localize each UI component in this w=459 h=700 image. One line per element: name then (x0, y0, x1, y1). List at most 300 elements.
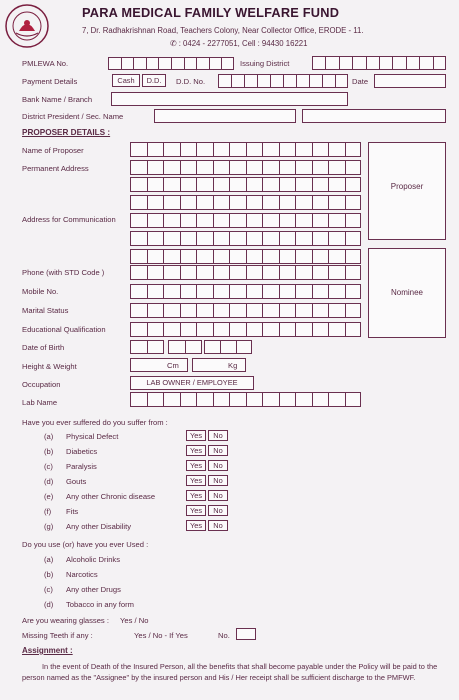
cell[interactable] (279, 265, 296, 280)
cell[interactable] (295, 392, 312, 407)
cell[interactable] (328, 249, 345, 264)
cell[interactable] (309, 74, 322, 88)
cell[interactable] (339, 56, 352, 70)
nominee-photo-label: Nominee (390, 288, 423, 297)
cell[interactable] (209, 57, 222, 70)
cell[interactable] (163, 177, 180, 192)
cell[interactable] (130, 160, 147, 175)
cell[interactable] (180, 195, 197, 210)
teeth-no-field[interactable] (236, 628, 256, 640)
glasses-label: Are you wearing glasses : (22, 616, 109, 625)
cell[interactable] (180, 322, 197, 337)
suffered-item-label: Any other Disability (66, 522, 131, 531)
suffered-item-label: Physical Defect (66, 432, 119, 441)
cell[interactable] (196, 160, 213, 175)
suffered-item-label: Diabetics (66, 447, 98, 456)
cell[interactable] (295, 177, 312, 192)
cell[interactable] (345, 322, 362, 337)
cell[interactable] (328, 265, 345, 280)
yes-no-group (186, 520, 230, 531)
cell[interactable] (312, 213, 329, 228)
kg-label: Kg (228, 361, 238, 370)
grid-row[interactable] (130, 160, 361, 175)
cell[interactable] (180, 392, 197, 407)
proposer-heading: PROPOSER DETAILS : (22, 128, 111, 137)
cell[interactable] (246, 142, 263, 157)
cell[interactable] (312, 284, 329, 299)
cell[interactable] (147, 160, 164, 175)
cell[interactable] (345, 213, 362, 228)
cell[interactable] (246, 231, 263, 246)
cell[interactable] (163, 160, 180, 175)
mobile-label: Mobile No. (22, 287, 59, 296)
cell[interactable] (279, 392, 296, 407)
cell[interactable] (147, 142, 164, 157)
cell[interactable] (244, 74, 257, 88)
cell[interactable] (229, 142, 246, 157)
cell[interactable] (328, 303, 345, 318)
cell[interactable] (345, 231, 362, 246)
phone-label: Phone (with STD Code ) (22, 268, 105, 277)
cell[interactable] (196, 142, 213, 157)
education-label: Educational Qualification (22, 325, 106, 334)
yes-option[interactable]: Yes (186, 475, 206, 486)
cell[interactable] (130, 392, 147, 407)
cell[interactable] (279, 160, 296, 175)
height-field[interactable] (130, 358, 188, 372)
cell[interactable] (366, 56, 379, 70)
cell[interactable] (130, 340, 147, 354)
cell[interactable] (312, 392, 329, 407)
used-letter: (b) (44, 570, 54, 579)
header-phone: ✆ : 0424 - 2277051, Cell : 94430 16221 (170, 39, 308, 48)
assignment-text: In the event of Death of the Insured Person, all the benefits that shall become payable under the Policy will be paid to the person named as the "Assignee" by the insured person and His / Her receipt shall be sufficient discharge to the PMFWF. (22, 662, 438, 682)
cell[interactable] (392, 56, 405, 70)
cell[interactable] (295, 265, 312, 280)
dob-label: Date of Birth (22, 343, 65, 352)
cell[interactable] (163, 322, 180, 337)
cell[interactable] (213, 160, 230, 175)
cell[interactable] (213, 265, 230, 280)
yes-option[interactable]: Yes (186, 430, 206, 441)
cell[interactable] (328, 213, 345, 228)
cell[interactable] (180, 142, 197, 157)
cell[interactable] (246, 160, 263, 175)
cell[interactable] (213, 249, 230, 264)
cell[interactable] (180, 213, 197, 228)
cell[interactable] (229, 392, 246, 407)
glasses-value[interactable]: Yes / No (120, 616, 149, 625)
cell[interactable] (328, 322, 345, 337)
cell[interactable] (246, 249, 263, 264)
cell[interactable] (279, 284, 296, 299)
cell[interactable] (345, 160, 362, 175)
proposer-photo-box[interactable] (368, 142, 446, 240)
cell[interactable] (130, 177, 147, 192)
cell[interactable] (220, 340, 236, 354)
cell[interactable] (196, 322, 213, 337)
cell[interactable] (130, 142, 147, 157)
cell[interactable] (213, 303, 230, 318)
proposer-photo-label: Proposer (390, 182, 424, 191)
pmlewa-cells[interactable] (108, 57, 234, 70)
cell[interactable] (279, 213, 296, 228)
cell[interactable] (270, 74, 283, 88)
cell[interactable] (279, 249, 296, 264)
cell[interactable] (168, 340, 185, 354)
cell[interactable] (147, 392, 164, 407)
used-letter: (a) (44, 555, 54, 564)
cell[interactable] (196, 177, 213, 192)
cell[interactable] (246, 195, 263, 210)
cell[interactable] (130, 322, 147, 337)
cell[interactable] (213, 142, 230, 157)
cell[interactable] (295, 195, 312, 210)
cell[interactable] (345, 284, 362, 299)
no-option[interactable]: No (208, 430, 228, 441)
cell[interactable] (335, 74, 348, 88)
page-title: PARA MEDICAL FAMILY WELFARE FUND (82, 5, 340, 20)
no-option[interactable]: No (208, 490, 228, 501)
cell[interactable] (130, 284, 147, 299)
cell[interactable] (262, 142, 279, 157)
cell[interactable] (312, 195, 329, 210)
cell[interactable] (163, 392, 180, 407)
cell[interactable] (312, 265, 329, 280)
suffered-letter: (a) (44, 432, 54, 441)
used-item-label: Tobacco in any form (66, 600, 134, 609)
cell[interactable] (257, 74, 270, 88)
marital-label: Marital Status (22, 306, 69, 315)
cell[interactable] (147, 213, 164, 228)
cell[interactable] (262, 265, 279, 280)
cell[interactable] (345, 142, 362, 157)
dob-year-cells[interactable] (204, 340, 252, 354)
cell[interactable] (196, 392, 213, 407)
cell[interactable] (218, 74, 231, 88)
cell[interactable] (213, 284, 230, 299)
issuing-district-label: Issuing District (240, 59, 290, 68)
cell[interactable] (345, 392, 362, 407)
cell[interactable] (328, 392, 345, 407)
no-option[interactable]: No (208, 445, 228, 456)
cell[interactable] (213, 392, 230, 407)
cell[interactable] (180, 231, 197, 246)
cell[interactable] (213, 322, 230, 337)
cell[interactable] (221, 57, 234, 70)
cell[interactable] (185, 340, 202, 354)
cash-checkbox[interactable]: Cash (112, 74, 140, 87)
date-field[interactable] (374, 74, 446, 88)
cell[interactable] (328, 284, 345, 299)
grid-row[interactable] (130, 177, 361, 192)
cell[interactable] (204, 340, 220, 354)
suffered-item-label: Any other Chronic disease (66, 492, 156, 501)
cell[interactable] (312, 177, 329, 192)
cell[interactable] (147, 249, 164, 264)
issuing-district-cells[interactable] (312, 56, 446, 70)
cell[interactable] (345, 265, 362, 280)
yes-option[interactable]: Yes (186, 520, 206, 531)
cell[interactable] (147, 231, 164, 246)
cell[interactable] (246, 322, 263, 337)
suffered-item-label: Gouts (66, 477, 87, 486)
cell[interactable] (130, 265, 147, 280)
cell[interactable] (279, 231, 296, 246)
cell[interactable] (345, 195, 362, 210)
cell[interactable] (312, 322, 329, 337)
cell[interactable] (325, 56, 338, 70)
cell[interactable] (130, 303, 147, 318)
grid-row[interactable] (130, 284, 361, 299)
cell[interactable] (262, 231, 279, 246)
cell[interactable] (231, 74, 244, 88)
cell[interactable] (328, 195, 345, 210)
cell[interactable] (262, 160, 279, 175)
cell[interactable] (262, 213, 279, 228)
cell[interactable] (229, 303, 246, 318)
cell[interactable] (295, 160, 312, 175)
date-label: Date (352, 77, 369, 86)
cell[interactable] (328, 160, 345, 175)
cell[interactable] (213, 177, 230, 192)
cell[interactable] (147, 340, 164, 354)
cell[interactable] (236, 340, 252, 354)
used-question: Do you use (or) have you ever Used : (22, 540, 149, 549)
yes-no-group (186, 475, 230, 486)
occupation-option[interactable]: LAB OWNER / EMPLOYEE (130, 376, 254, 390)
dd-checkbox[interactable]: D.D. (142, 74, 166, 87)
grid-row[interactable] (130, 195, 361, 210)
grid-row[interactable] (130, 322, 361, 337)
no-option[interactable]: No (208, 520, 228, 531)
cell[interactable] (295, 213, 312, 228)
occupation-label: Occupation (22, 380, 61, 389)
cell[interactable] (433, 56, 446, 70)
cell[interactable] (163, 284, 180, 299)
cell[interactable] (147, 322, 164, 337)
assignment-heading: Assignment : (22, 646, 73, 655)
cell[interactable] (163, 303, 180, 318)
height-weight-label: Height & Weight (22, 362, 77, 371)
cell[interactable] (213, 195, 230, 210)
cell[interactable] (246, 392, 263, 407)
cell[interactable] (130, 249, 147, 264)
suffered-letter: (b) (44, 447, 54, 456)
used-item-label: Any other Drugs (66, 585, 121, 594)
cell[interactable] (196, 231, 213, 246)
cell[interactable] (279, 142, 296, 157)
cell[interactable] (246, 284, 263, 299)
teeth-value[interactable]: Yes / No - If Yes (134, 631, 188, 640)
cell[interactable] (279, 322, 296, 337)
cell[interactable] (130, 195, 147, 210)
cell[interactable] (229, 177, 246, 192)
cell[interactable] (419, 56, 432, 70)
cell[interactable] (296, 74, 309, 88)
cell[interactable] (229, 249, 246, 264)
used-letter: (c) (44, 585, 53, 594)
cell[interactable] (147, 195, 164, 210)
lab-name-label: Lab Name (22, 398, 58, 407)
cell[interactable] (229, 265, 246, 280)
cell[interactable] (180, 284, 197, 299)
cell[interactable] (180, 303, 197, 318)
yes-option[interactable]: Yes (186, 445, 206, 456)
cell[interactable] (196, 265, 213, 280)
yes-no-group (186, 505, 230, 516)
cell[interactable] (213, 231, 230, 246)
cell[interactable] (295, 142, 312, 157)
cell[interactable] (196, 303, 213, 318)
cell[interactable] (328, 142, 345, 157)
cell[interactable] (163, 142, 180, 157)
district-secretary-field[interactable] (302, 109, 446, 123)
suffered-letter: (g) (44, 522, 54, 531)
cell[interactable] (229, 195, 246, 210)
cell[interactable] (147, 265, 164, 280)
grid-row[interactable] (130, 303, 361, 318)
cell[interactable] (262, 392, 279, 407)
cell[interactable] (163, 195, 180, 210)
cell[interactable] (196, 249, 213, 264)
cell[interactable] (163, 213, 180, 228)
dob-month-cells[interactable] (168, 340, 202, 354)
cell[interactable] (295, 231, 312, 246)
cell[interactable] (229, 284, 246, 299)
cell[interactable] (121, 57, 134, 70)
cell[interactable] (171, 57, 184, 70)
cell[interactable] (312, 160, 329, 175)
cell[interactable] (295, 303, 312, 318)
bank-name-label: Bank Name / Branch (22, 95, 93, 104)
cell[interactable] (180, 177, 197, 192)
cell[interactable] (379, 56, 392, 70)
used-letter: (d) (44, 600, 54, 609)
cell[interactable] (163, 249, 180, 264)
cell[interactable] (213, 213, 230, 228)
cell[interactable] (295, 249, 312, 264)
cell[interactable] (196, 57, 209, 70)
cell[interactable] (295, 322, 312, 337)
no-option[interactable]: No (208, 505, 228, 516)
yes-no-group (186, 490, 230, 501)
cell[interactable] (345, 177, 362, 192)
cell[interactable] (196, 284, 213, 299)
cell[interactable] (279, 195, 296, 210)
bank-name-field[interactable] (111, 92, 348, 106)
cell[interactable] (108, 57, 121, 70)
grid-row[interactable] (130, 265, 361, 280)
grid-row[interactable] (130, 249, 361, 264)
grid-row[interactable] (130, 213, 361, 228)
grid-row[interactable] (130, 142, 361, 157)
cell[interactable] (147, 177, 164, 192)
grid-row[interactable] (130, 231, 361, 246)
cell[interactable] (229, 231, 246, 246)
cell[interactable] (262, 303, 279, 318)
cell[interactable] (312, 56, 325, 70)
no-option[interactable]: No (208, 460, 228, 471)
yes-option[interactable]: Yes (186, 505, 206, 516)
cell[interactable] (262, 284, 279, 299)
cell[interactable] (133, 57, 146, 70)
cell[interactable] (130, 213, 147, 228)
cell[interactable] (196, 213, 213, 228)
cell[interactable] (262, 195, 279, 210)
cell[interactable] (229, 322, 246, 337)
cell[interactable] (262, 322, 279, 337)
cell[interactable] (328, 177, 345, 192)
cell[interactable] (262, 249, 279, 264)
cell[interactable] (229, 160, 246, 175)
cell[interactable] (246, 213, 263, 228)
cell[interactable] (229, 213, 246, 228)
suffered-letter: (e) (44, 492, 54, 501)
cell[interactable] (406, 56, 419, 70)
cell[interactable] (312, 231, 329, 246)
weight-field[interactable] (192, 358, 246, 372)
cell[interactable] (345, 249, 362, 264)
cell[interactable] (312, 142, 329, 157)
cell[interactable] (180, 265, 197, 280)
cell[interactable] (279, 303, 296, 318)
cell[interactable] (328, 231, 345, 246)
used-item-label: Alcoholic Drinks (66, 555, 121, 564)
cell[interactable] (163, 265, 180, 280)
cell[interactable] (180, 249, 197, 264)
cell[interactable] (196, 195, 213, 210)
cell[interactable] (352, 56, 365, 70)
yes-no-group (186, 430, 230, 441)
cell[interactable] (158, 57, 171, 70)
cell[interactable] (163, 231, 180, 246)
cell[interactable] (295, 284, 312, 299)
yes-option[interactable]: Yes (186, 490, 206, 501)
cell[interactable] (283, 74, 296, 88)
cell[interactable] (147, 303, 164, 318)
district-president-field[interactable] (154, 109, 296, 123)
no-option[interactable]: No (208, 475, 228, 486)
cell[interactable] (246, 303, 263, 318)
grid-row[interactable] (130, 392, 361, 407)
cell[interactable] (184, 57, 197, 70)
cell[interactable] (180, 160, 197, 175)
suffered-letter: (c) (44, 462, 53, 471)
cell[interactable] (322, 74, 335, 88)
cell[interactable] (312, 303, 329, 318)
cell[interactable] (246, 177, 263, 192)
dd-no-cells[interactable] (218, 74, 348, 88)
logo-icon (4, 3, 50, 49)
teeth-no-label: No. (218, 631, 230, 640)
cell[interactable] (345, 303, 362, 318)
yes-option[interactable]: Yes (186, 460, 206, 471)
cell[interactable] (146, 57, 159, 70)
cell[interactable] (147, 284, 164, 299)
dob-day-cells[interactable] (130, 340, 164, 354)
cell[interactable] (246, 265, 263, 280)
cell[interactable] (312, 249, 329, 264)
address-comm-label: Address for Communication (22, 215, 116, 224)
cell[interactable] (262, 177, 279, 192)
dd-no-label: D.D. No. (176, 77, 206, 86)
teeth-label: Missing Teeth if any : (22, 631, 93, 640)
yes-no-group (186, 445, 230, 456)
cell[interactable] (130, 231, 147, 246)
cell[interactable] (279, 177, 296, 192)
used-item-label: Narcotics (66, 570, 98, 579)
